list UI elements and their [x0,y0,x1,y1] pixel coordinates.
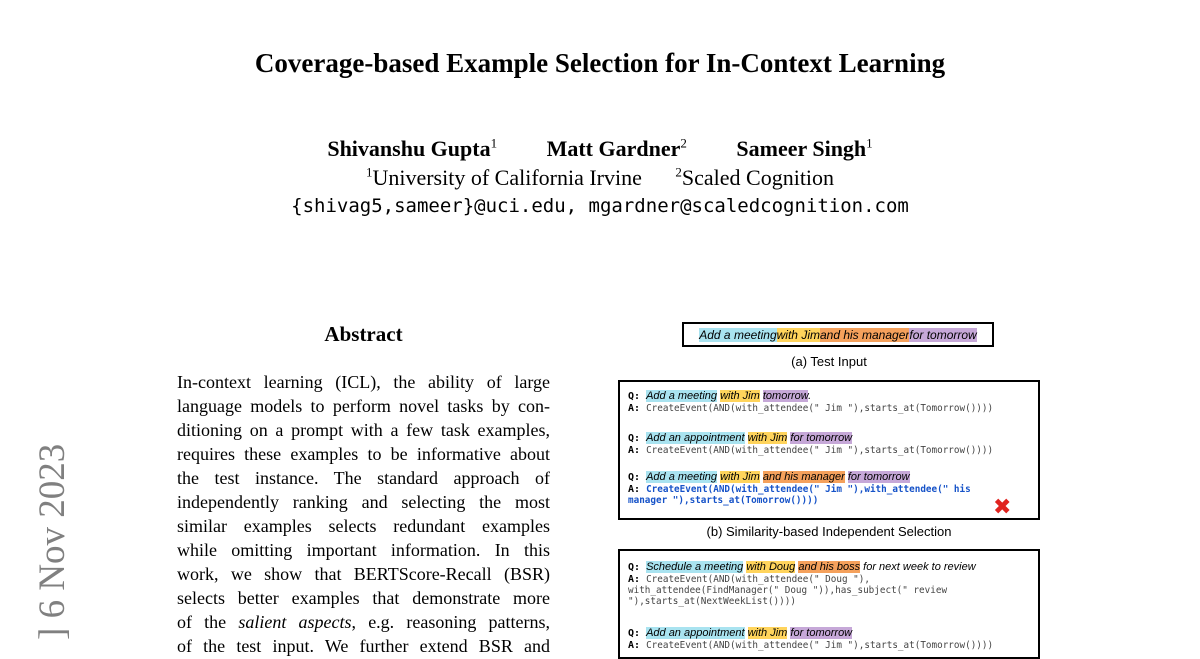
abstract-text: of the [177,612,239,632]
abstract-text: independently ranking and selecting the most [177,492,550,512]
coverage-selection-panel [618,549,1040,659]
highlighted-phrase: Add a meeting [646,471,717,483]
highlighted-phrase: Add an appointment [646,627,745,639]
answer-line [628,640,1032,651]
highlighted-phrase: with Doug [746,561,796,573]
question-line [628,471,1032,484]
figure-caption-b: (b) Similarity-based Independent Selection [706,524,952,539]
qa-example [628,432,1032,456]
answer-line [628,403,1032,414]
highlighted-phrase: with Jim [747,627,788,639]
highlighted-phrase: and his boss [798,561,861,573]
abstract-line [177,394,550,418]
abstract-heading: Abstract [324,322,403,346]
highlighted-phrase: Add a meeting [646,390,717,402]
author [736,136,872,162]
author-emails: {shivag5,sameer}@uci.edu, mgardner@scaledcognition.com [291,195,909,217]
author [547,136,687,162]
abstract-text: ditioning on a prompt with a few task examples, [177,420,550,440]
question-text [646,471,910,483]
question-text [646,627,852,639]
abstract-line [177,562,550,586]
answer-label: A: [628,403,647,414]
answer-line [628,484,1032,495]
question-text [646,432,852,444]
affiliation [366,165,642,191]
highlighted-phrase: Add an appointment [646,432,745,444]
abstract-text: similar examples selects redundant examples [177,516,550,536]
qa-example [628,561,1032,607]
question-label: Q: [628,391,647,402]
question-text [646,390,811,402]
abstract-line [177,538,550,562]
highlighted-phrase: with Jim [720,471,760,483]
answer-code: "),starts_at(NextWeekList()))) [628,596,796,607]
abstract-text: , e.g. reasoning patterns, [351,612,550,632]
answer-code: CreateEvent(AND(with_attendee(" Jim "),starts_at(Tomorrow()))) [646,445,994,456]
question-text [646,561,976,573]
abstract-text: work, we show that BERTScore-Recall (BSR) [177,564,550,584]
affiliation-mark: 1 [365,164,373,180]
answer-label: A: [628,640,647,651]
abstract-line [177,490,550,514]
highlighted-phrase: with Jim [776,327,820,342]
highlighted-phrase: and his manager [819,327,910,342]
answer-line [628,445,1032,456]
answer-label: A: [628,484,647,495]
question-label: Q: [628,433,647,444]
answer-line [628,596,1032,607]
abstract-line [177,634,550,658]
affiliation-name: University of California Irvine [372,165,642,190]
answer-line [628,585,1032,596]
answer-code: CreateEvent(AND(with_attendee(" Jim "),starts_at(Tomorrow()))) [646,640,994,651]
author-affiliation-mark: 2 [680,135,687,151]
arxiv-date-stamp: ] 6 Nov 2023 [32,443,73,640]
qa-example [628,390,1032,414]
author-list [0,136,1200,162]
abstract-line [177,586,550,610]
highlighted-phrase: for tomorrow [790,432,853,444]
qa-example [628,471,1032,506]
plain-text: for next week to review [860,561,976,573]
answer-line [628,495,1032,506]
abstract-line [177,418,550,442]
question-line [628,627,1032,640]
similarity-selection-panel [618,380,1040,520]
question-line [628,390,1032,403]
question-label: Q: [628,562,647,573]
highlighted-phrase: with Jim [747,432,788,444]
answer-label: A: [628,445,647,456]
abstract-line [177,514,550,538]
highlighted-phrase: for tomorrow [909,327,977,342]
question-line [628,561,1032,574]
author [327,136,497,162]
answer-code: manager "),starts_at(Tomorrow()))) [628,495,819,506]
highlighted-phrase: Schedule a meeting [646,561,744,573]
answer-code: with_attendee(FindManager(" Doug ")),has_subject(" review [628,585,948,596]
highlighted-phrase: for tomorrow [847,471,910,483]
plain-text: . [808,390,812,402]
abstract-body [177,370,550,658]
question-line [628,432,1032,445]
highlighted-phrase: Add a meeting [699,327,777,342]
paper-title: Coverage-based Example Selection for In-Context Learning [254,48,946,78]
abstract-line [177,610,550,634]
highlighted-phrase: and his manager [762,471,845,483]
highlighted-phrase: for tomorrow [790,627,853,639]
highlighted-phrase: tomorrow [762,390,809,402]
abstract-line [177,466,550,490]
author-affiliation-mark: 1 [490,135,498,151]
affiliation-mark: 2 [675,164,682,180]
answer-code: CreateEvent(AND(with_attendee(" Doug "), [646,574,870,585]
author-affiliation-mark: 1 [866,135,873,151]
abstract-emphasis: salient aspects [238,612,352,632]
abstract-text: selects better examples that demonstrate more [177,588,550,608]
affiliation-name: Scaled Cognition [681,165,835,190]
answer-code: CreateEvent(AND(with_attendee(" Jim "),starts_at(Tomorrow()))) [646,403,994,414]
qa-example [628,627,1032,651]
figure-caption-a: (a) Test Input [791,354,867,369]
red-cross-icon: ✖ [993,495,1012,520]
abstract-text: language models to perform novel tasks by con- [177,396,550,416]
abstract-line [177,370,550,394]
test-input-box [682,322,994,347]
question-label: Q: [628,628,647,639]
abstract-line [177,442,550,466]
abstract-text: requires these examples to be informative about [177,444,550,464]
abstract-text: while omitting important information. In this [177,540,550,560]
highlighted-phrase: with Jim [720,390,760,402]
answer-code: CreateEvent(AND(with_attendee(" Jim "),with_attendee(" his [646,484,971,495]
abstract-text: In-context learning (ICL), the ability of large [177,372,550,392]
author-name: Matt Gardner [546,136,681,161]
abstract-text: of the test input. We further extend BSR and [177,636,550,656]
answer-label: A: [628,574,647,585]
author-name: Sameer Singh [736,136,867,161]
abstract-text: the test instance. The standard approach of [177,468,550,488]
question-label: Q: [628,472,647,483]
affiliations [0,165,1200,191]
affiliation [675,165,834,191]
author-name: Shivanshu Gupta [327,136,491,161]
answer-line [628,574,1032,585]
